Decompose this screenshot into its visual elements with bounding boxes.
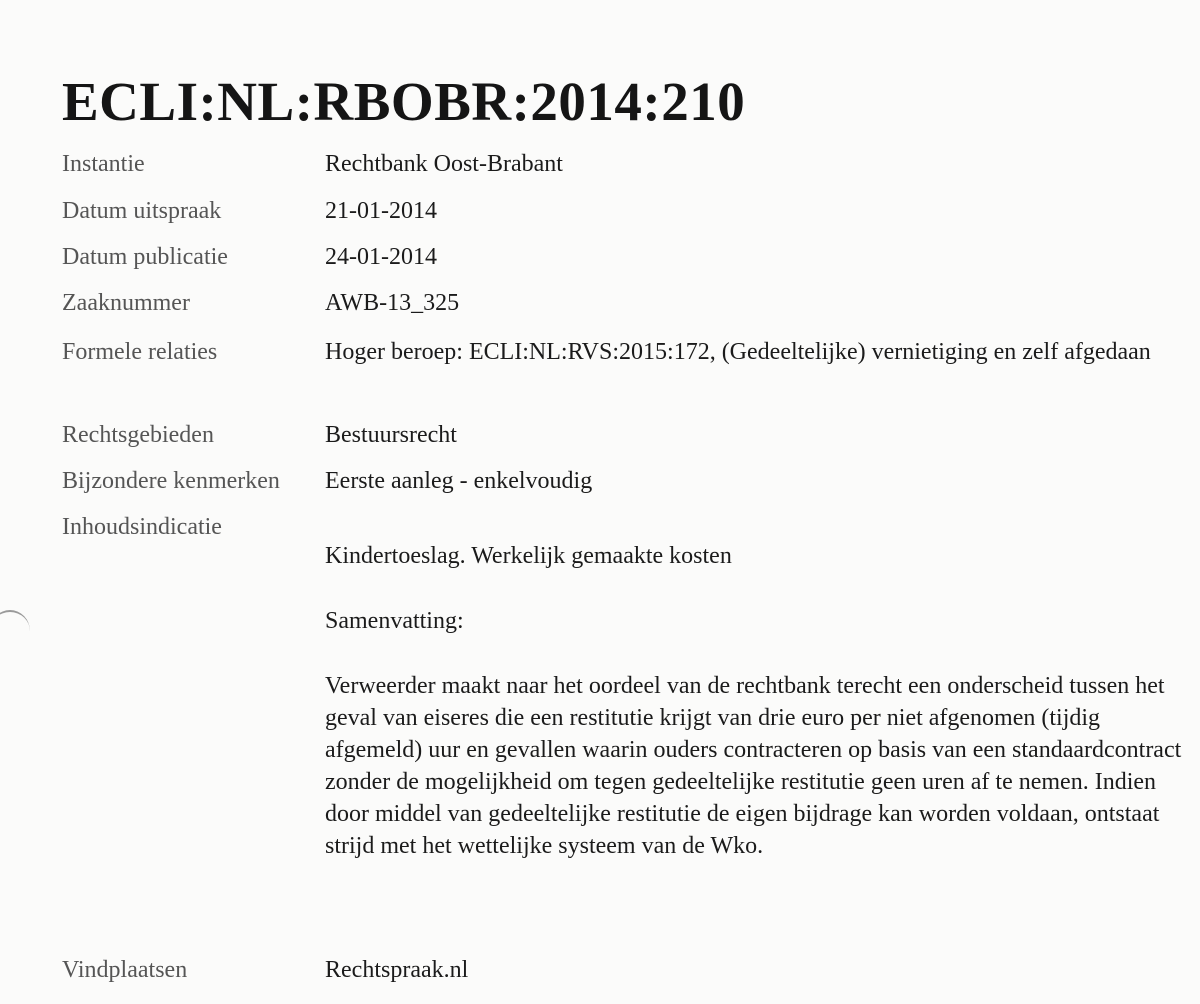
field-value: Eerste aanleg - enkelvoudig — [325, 468, 593, 494]
document-title: ECLI:NL:RBOBR:2014:210 — [62, 71, 746, 132]
field-label: Zaaknummer — [62, 290, 190, 316]
field-value: Rechtspraak.nl — [325, 957, 469, 983]
field-label: Formele relaties — [62, 339, 218, 365]
field-label: Instantie — [62, 151, 145, 177]
field-label: Rechtsgebieden — [62, 422, 214, 448]
field-value: AWB-13_325 — [325, 290, 460, 316]
field-label: Datum uitspraak — [62, 198, 222, 224]
field-label: Vindplaatsen — [62, 957, 188, 983]
field-label: Inhoudsindicatie — [62, 514, 222, 540]
field-value: Bestuursrecht — [325, 422, 457, 448]
summary-body: Verweerder maakt naar het oordeel van de rechtbank terecht een onderscheid tussen het geval van eiseres die een restitutie krijgt van drie euro per niet afgenomen (tijdig afgemeld) uur en gevallen waarin ouders contracteren op basis van een standaardcontract zonder de mogelijkheid om tegen gedeeltelijke restitutie geen uren af te nemen. Indien door middel van gedeeltelijke restitutie de eigen bijdrage kan worden voldaan, ontstaat strijd met het wettelijke systeem van de Wko. — [325, 673, 1182, 859]
field-label: Bijzondere kenmerken — [62, 468, 280, 494]
field-label: Datum publicatie — [62, 244, 228, 270]
field-value: 21-01-2014 — [325, 198, 437, 224]
summary-subheading: Samenvatting: — [325, 608, 464, 634]
field-value: Rechtbank Oost-Brabant — [325, 151, 563, 177]
summary-heading: Kindertoeslag. Werkelijk gemaakte kosten — [325, 543, 732, 569]
field-value: 24-01-2014 — [325, 244, 437, 270]
field-value: Hoger beroep: ECLI:NL:RVS:2015:172, (Gedeeltelijke) vernietiging en zelf afgedaan — [325, 339, 1151, 365]
scan-mark — [0, 610, 30, 652]
